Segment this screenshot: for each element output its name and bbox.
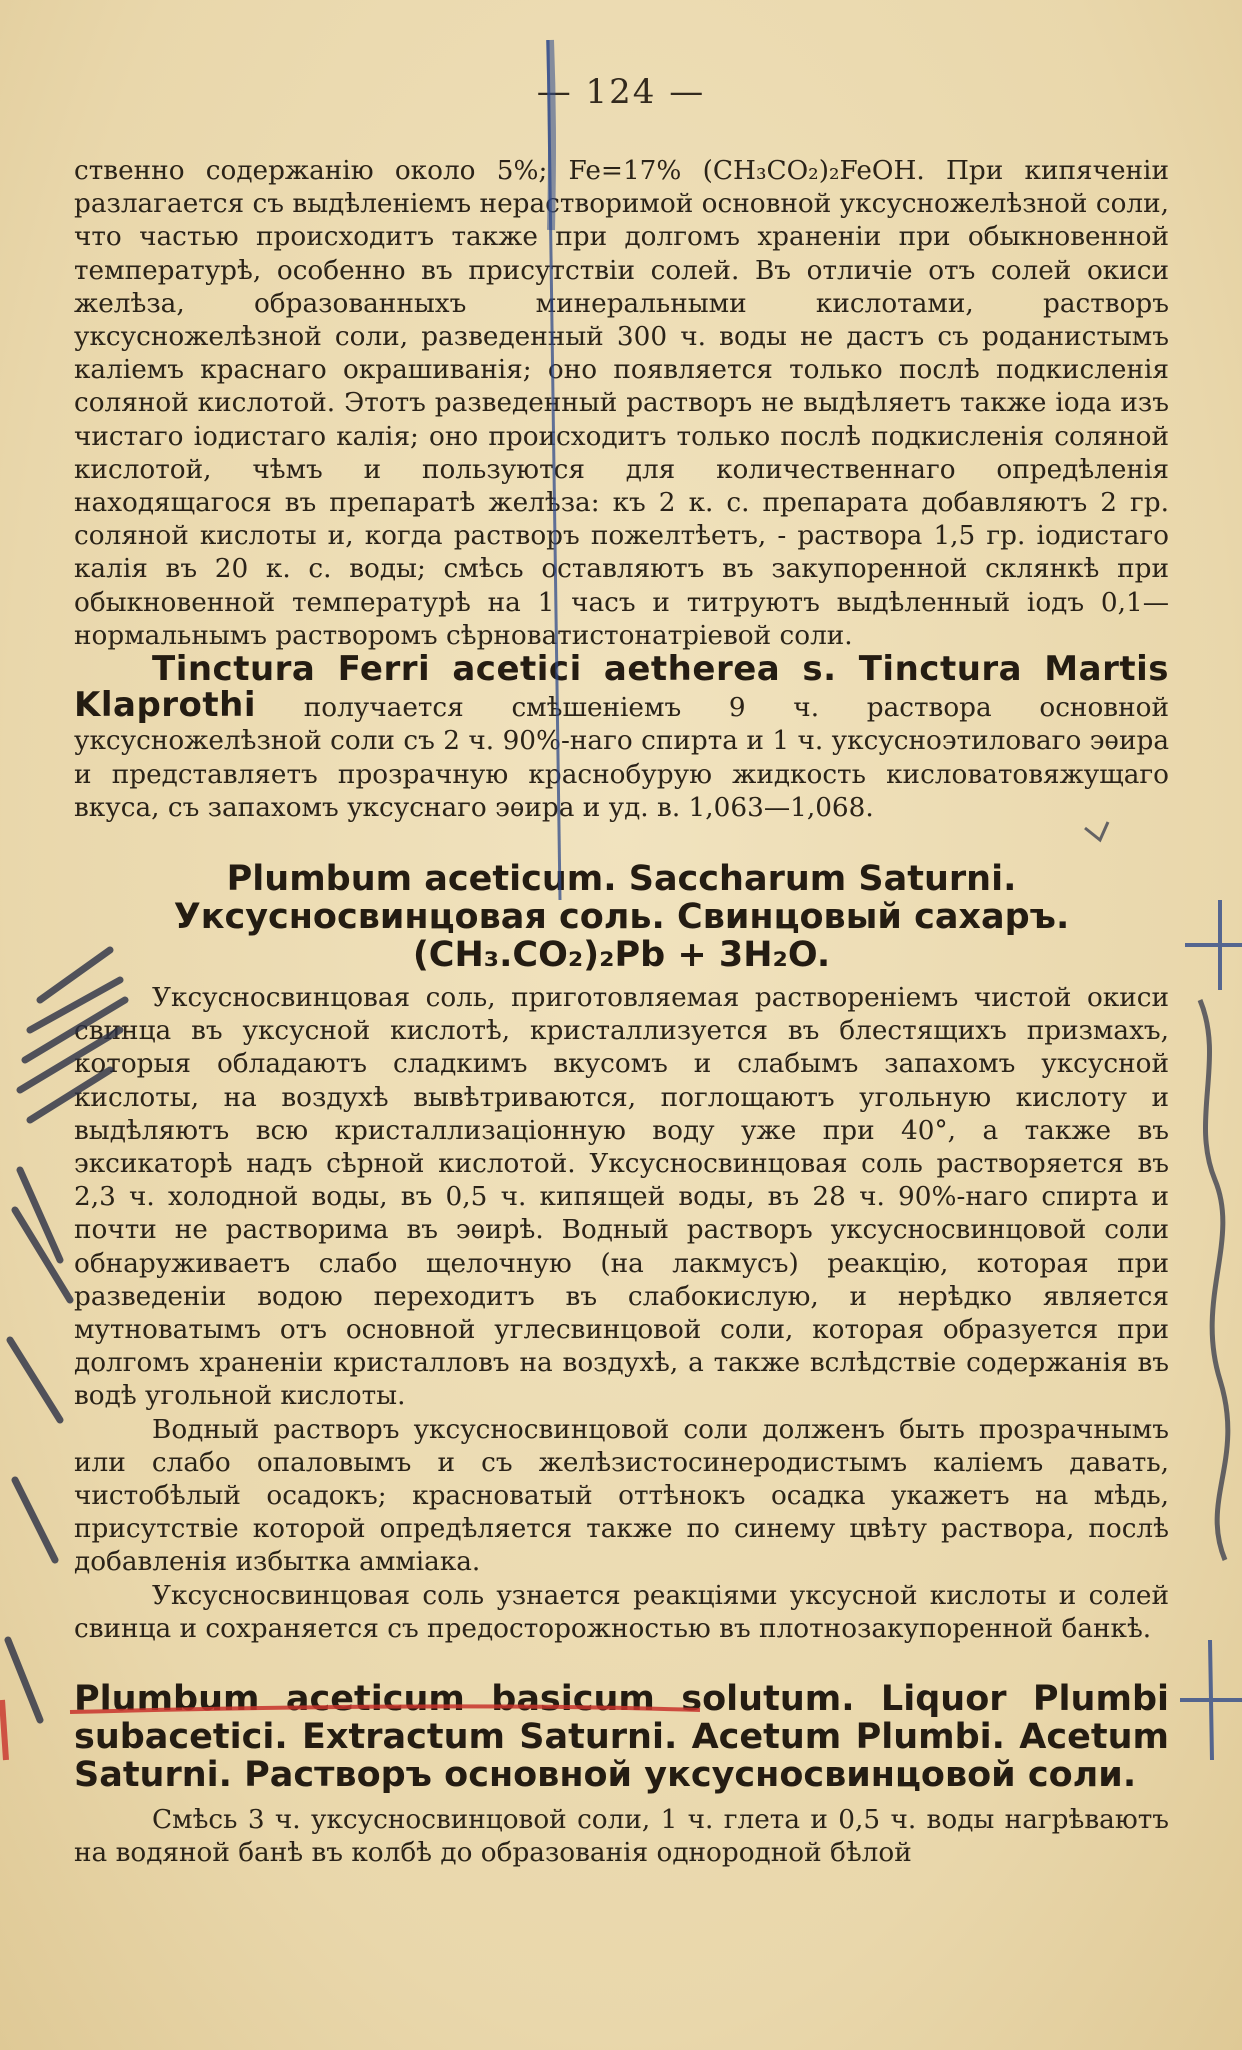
tinctura-ferri-body: получается смѣшеніемъ 9 ч. раствора основной уксусножелѣзной соли съ 2 ч. 90%-наго спирта и 1 ч. уксусноэтиловаго эѳира и представляетъ прозрачную краснобурую жидкость кисловатовяжущаго вкуса, съ запахомъ уксуснаго эѳира и уд. в. 1,063—1,068. <box>74 693 1169 823</box>
paragraph-lead-acetate-test: Водный растворъ уксусносвинцовой соли долженъ быть прозрачнымъ или слабо опаловымъ и съ желѣзистосинеродистымъ каліемъ давать, чистобѣлый осадокъ; красноватый оттѣнокъ осадка укажетъ на мѣдь, присутствіе которой опредѣляется также по синему цвѣту раствора, послѣ добавленія избытка амміака. <box>74 1414 1169 1578</box>
paragraph-lead-acetate-storage: Уксусносвинцовая соль узнается реакціями уксусной кислоты и солей свинца и сохраняется съ предосторожностью въ плотнозакупоренной банкѣ. <box>74 1580 1169 1644</box>
red-underline <box>70 1706 700 1712</box>
heading-plumbum-basicum: Plumbum aceticum basicum solutum. Liquor Plumbi subacetici. Extractum Saturni. Acetum Plumbi. Acetum Saturni. Растворъ основной уксусносвинцовой соли. <box>74 1679 1169 1795</box>
right-margin-handwriting <box>1200 1000 1228 1560</box>
right-margin-cross-1 <box>1185 900 1242 990</box>
page-number: — 124 — <box>536 72 706 112</box>
left-margin-scribble <box>8 950 125 1720</box>
heading-plumbum-aceticum: Plumbum aceticum. Saccharum Saturni. Уксусносвинцовая соль. Свинцовый сахаръ. <box>173 859 1070 937</box>
tinctura-ferri-heading: Tinctura Ferri acetici aetherea s. Tinctura Martis Klaprothi <box>74 649 1169 726</box>
paragraph-lead-acetate-description: Уксусносвинцовая соль, приготовляемая растворенiемъ чистой окиси свинца въ уксусной кислотѣ, кристаллизуется въ блестящихъ призмахъ, которыя обладаютъ сладкимъ вкусомъ и слабымъ запахомъ уксусной кислоты, на воздухѣ вывѣтриваются, поглощаютъ угольную кислоту и выдѣляютъ всю кристаллизаціонную воду уже при 40°, а также въ эксикаторѣ надъ сѣрной кислотой. Уксусносвинцовая соль растворяется въ 2,3 ч. холодной воды, въ 0,5 ч. кипящей воды, въ 28 ч. 90%-наго спирта и почти не растворима въ эѳирѣ. Водный растворъ уксусносвинцовой соли обнаруживаетъ слабо щелочную (на лакмусъ) реакцію, которая при разведеніи водою переходитъ въ слабокислую, и нерѣдко является мутноватымъ отъ основной углесвинцовой соли, которая образуется при долгомъ храненіи кристалловъ на воздухѣ, а также вслѣдствіе содержанія въ водѣ угольной кислоты. <box>74 983 1169 1412</box>
right-margin-cross-2 <box>1180 1640 1242 1760</box>
check-mark <box>1085 822 1108 840</box>
heading-lead-acetate-formula: (CH₃.CO₂)₂Pb + 3H₂O. <box>412 935 831 975</box>
paragraph-iron-acetate-properties: ственно содержанію около 5%; Fe=17% (CH₃CO₂)₂FeOH. При кипяченіи разлагается съ выдѣленіемъ нерастворимой основной уксусножелѣзной соли, что частью происходитъ также при долгомъ храненіи при обыкновенной температурѣ, особенно въ присутствіи солей. Въ отличіе отъ солей окиси желѣза, образованныхъ минеральными кислотами, растворъ уксусножелѣзной соли, разведенный 300 ч. воды не дастъ съ роданистымъ каліемъ краснаго окрашиванія; оно появляется только послѣ подкисленія соляной кислотой. Этотъ разведенный растворъ не выдѣляетъ также іода изъ чистаго іодистаго калія; оно происходитъ только послѣ подкисленія соляной кислотой, чѣмъ и пользуются для количественнаго опредѣленія находящагося въ препаратѣ желѣза: къ 2 к. с. препарата добавляютъ 2 гр. соляной кислоты и, когда растворъ пожелтѣетъ, - раствора 1,5 гр. іодистаго калія въ 20 к. с. воды; смѣсь оставляютъ въ закупоренной склянкѣ при обыкновенной температурѣ на 1 часъ и титруютъ выдѣленный іодъ 0,1—нормальнымъ растворомъ сѣрноватистонатріевой соли. <box>74 156 1169 651</box>
paragraph-basic-lead-preparation: Смѣсь 3 ч. уксусносвинцовой соли, 1 ч. глета и 0,5 ч. воды нагрѣваютъ на водяной банѣ въ колбѣ до образованія однородной бѣлой <box>74 1805 1169 1869</box>
